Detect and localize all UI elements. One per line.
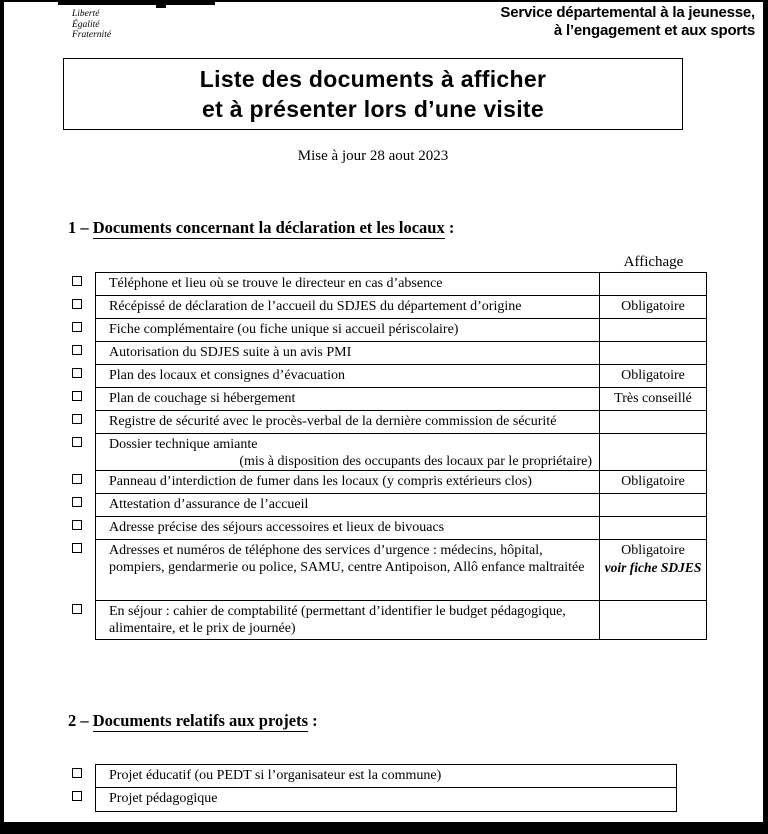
checkbox[interactable] xyxy=(72,345,82,355)
row-label-cell xyxy=(96,434,600,470)
document-title-box xyxy=(63,58,683,130)
motto-liberte: Liberté xyxy=(72,9,100,19)
checkbox[interactable] xyxy=(72,520,82,530)
section-2-heading xyxy=(68,711,318,732)
page-border-bottom xyxy=(0,822,768,834)
row-label-cell xyxy=(96,296,600,318)
document-title-line-1: Liste des documents à afficher xyxy=(199,66,547,92)
table-row xyxy=(96,517,706,540)
checkbox[interactable] xyxy=(72,543,82,553)
checkbox-column-section-1 xyxy=(72,272,86,638)
row-label-cell xyxy=(96,540,600,600)
republique-francaise-logo-cropped xyxy=(156,5,166,8)
row-label: Panneau d’interdiction de fumer dans les locaux (y compris extérieurs clos) xyxy=(109,474,532,489)
affichage-cell xyxy=(600,342,706,364)
affichage-value: Obligatoire xyxy=(621,368,685,383)
row-label: Récépissé de déclaration de l’accueil du SDJES du département d’origine xyxy=(109,299,522,314)
row-label: Plan de couchage si hébergement xyxy=(109,391,296,406)
row-label: Attestation d’assurance de l’accueil xyxy=(109,497,309,512)
checkbox[interactable] xyxy=(72,391,82,401)
service-line-2: à l’engagement et aux sports xyxy=(553,21,755,39)
checkbox[interactable] xyxy=(72,604,82,614)
table-row xyxy=(96,273,706,296)
row-label-cell xyxy=(96,517,600,539)
row-label: Autorisation du SDJES suite à un avis PMI xyxy=(109,345,352,360)
row-label: En séjour : cahier de comptabilité (permettant d’identifier le budget pédagogique, alimentaire, et le prix de journée) xyxy=(109,604,566,636)
row-label: Fiche complémentaire (ou fiche unique si accueil périscolaire) xyxy=(109,322,459,337)
section-1-heading xyxy=(68,218,454,239)
affichage-cell xyxy=(600,411,706,433)
row-label: Projet pédagogique xyxy=(109,791,218,806)
checkbox[interactable] xyxy=(72,276,82,286)
table-row xyxy=(96,365,706,388)
row-label: Téléphone et lieu où se trouve le directeur en cas d’absence xyxy=(109,276,443,291)
row-label-cell xyxy=(96,471,600,493)
affichage-cell xyxy=(600,494,706,516)
affichage-cell xyxy=(600,273,706,295)
affichage-value: Obligatoire xyxy=(621,474,685,489)
checkbox[interactable] xyxy=(72,322,82,332)
affichage-value: Obligatoire xyxy=(621,543,685,558)
table-row xyxy=(96,342,706,365)
affichage-value: Obligatoire xyxy=(621,299,685,314)
document-title-line-2: et à présenter lors d’une visite xyxy=(202,96,544,122)
row-label-cell xyxy=(96,601,600,639)
affichage-cell xyxy=(600,540,706,600)
checkbox[interactable] xyxy=(72,768,82,778)
row-label: Dossier technique amiante xyxy=(109,437,258,452)
checkbox[interactable] xyxy=(72,414,82,424)
checkbox[interactable] xyxy=(72,474,82,484)
motto-egalite: Égalité xyxy=(72,19,100,30)
table-row xyxy=(96,296,706,319)
section-2-number: 2 – xyxy=(68,711,89,730)
checkbox[interactable] xyxy=(72,368,82,378)
row-label: Registre de sécurité avec le procès-verbal de la dernière commission de sécurité xyxy=(109,414,557,429)
section-2-colon: : xyxy=(308,711,318,730)
affichage-cell xyxy=(600,319,706,341)
checkbox[interactable] xyxy=(72,791,82,801)
section-1-colon: : xyxy=(444,218,455,237)
page-border-right xyxy=(763,0,768,834)
table-row xyxy=(96,788,676,811)
table-row xyxy=(96,319,706,342)
page-border-top xyxy=(0,0,768,2)
page-border-left xyxy=(0,0,4,834)
row-label-cell xyxy=(96,319,600,341)
documents-table-section-2 xyxy=(95,764,677,812)
checkbox-column-section-2 xyxy=(72,764,86,810)
row-label-cell xyxy=(96,273,600,295)
checkbox[interactable] xyxy=(72,299,82,309)
row-label: Adresse précise des séjours accessoires et lieux de bivouacs xyxy=(109,520,445,535)
row-label-cell xyxy=(96,388,600,410)
table-row xyxy=(96,601,706,639)
update-date: Mise à jour 28 aout 2023 xyxy=(297,148,449,164)
affichage-cell xyxy=(600,601,706,639)
service-department-header xyxy=(500,4,755,39)
affichage-column-header: Affichage xyxy=(623,254,684,270)
affichage-cell xyxy=(600,471,706,493)
affichage-cell xyxy=(600,388,706,410)
row-label: Projet éducatif (ou PEDT si l’organisateur est la commune) xyxy=(109,768,442,783)
table-row xyxy=(96,540,706,601)
row-label-cell xyxy=(96,342,600,364)
row-label-line2: (mis à disposition des occupants des locaux par le propriétaire) xyxy=(239,454,592,469)
row-label: Plan des locaux et consignes d’évacuation xyxy=(109,368,345,383)
row-label-cell xyxy=(96,365,600,387)
table-row xyxy=(96,494,706,517)
table-row xyxy=(96,765,676,788)
affichage-cell xyxy=(600,365,706,387)
affichage-cell xyxy=(600,434,706,470)
table-row xyxy=(96,471,706,494)
section-2-title: Documents relatifs aux projets xyxy=(92,711,308,730)
service-line-1: Service départemental à la jeunesse, xyxy=(500,4,755,21)
row-label: Adresses et numéros de téléphone des services d’urgence : médecins, hôpital, pompiers, gendarmerie ou police, SAMU, centre Antipoison, Allô enfance maltraitée xyxy=(109,543,585,575)
table-row xyxy=(96,411,706,434)
row-label-cell xyxy=(96,494,600,516)
affichage-value: Très conseillé xyxy=(614,391,692,406)
marianne-motto xyxy=(72,9,111,41)
affichage-cell xyxy=(600,296,706,318)
documents-table-section-1 xyxy=(95,272,707,640)
affichage-note: voir fiche SDJES xyxy=(604,560,702,575)
table-row xyxy=(96,434,706,471)
checkbox[interactable] xyxy=(72,497,82,507)
row-label-cell xyxy=(96,411,600,433)
row-label-cell xyxy=(96,765,676,787)
checkbox[interactable] xyxy=(72,437,82,447)
motto-fraternite: Fraternité xyxy=(72,30,112,40)
section-1-title: Documents concernant la déclaration et les locaux xyxy=(92,218,445,237)
table-row xyxy=(96,388,706,411)
section-1-number: 1 – xyxy=(68,218,89,237)
affichage-cell xyxy=(600,517,706,539)
row-label-cell xyxy=(96,788,676,811)
